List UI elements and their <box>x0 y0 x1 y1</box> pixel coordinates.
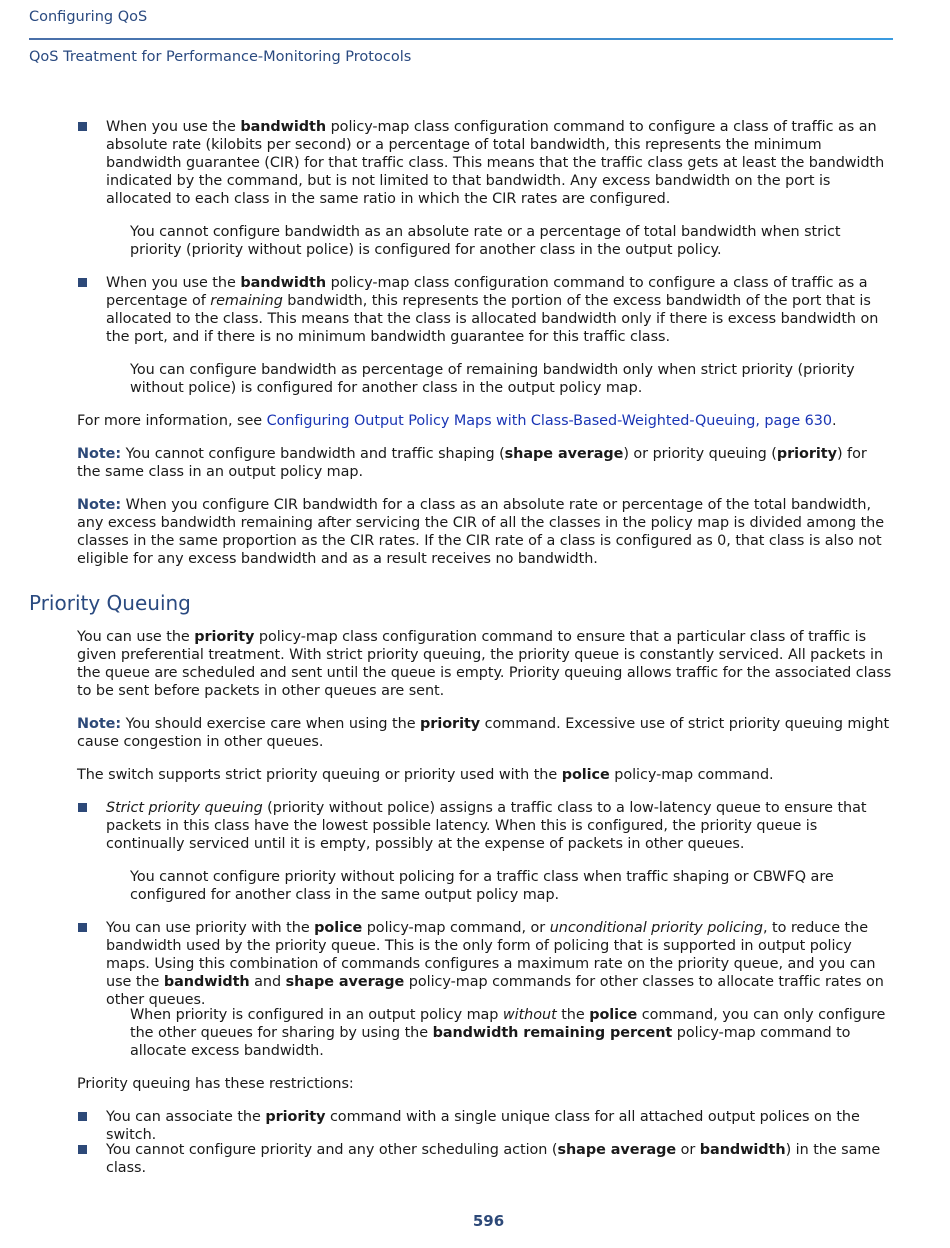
emphasis-strict-priority-queuing: Strict priority queuing <box>106 800 263 816</box>
bullet-square-icon <box>78 1112 87 1121</box>
text-run: command with a single unique class for all attached output polices on the switch. <box>106 1109 860 1143</box>
bullet-paragraph <box>106 1108 896 1144</box>
text-run: policy-map class configuration command to configure a class of traffic as an absolute rate (kilobits per second) or a percentage of total bandwidth, this represents the minimum bandwidth guarantee (CIR) for that traffic class. This means that the traffic class gets at least the bandwidth indicated by the command, but is not limited to that bandwidth. Any excess bandwidth on the port is allocated to each class in the same ratio in which the CIR rates are configured. <box>106 119 885 207</box>
bullet-square-icon <box>78 923 87 932</box>
body-paragraph <box>77 628 892 700</box>
text-run: When you use the <box>106 275 241 291</box>
header-rule <box>29 38 893 40</box>
bullet-square-icon <box>78 803 87 812</box>
bullet-paragraph <box>106 919 896 1009</box>
text-run: You can use priority with the <box>106 920 315 936</box>
text-run: policy-map class configuration command to ensure that a particular class of traffic is given preferential treatment. With strict priority queuing, the priority queue is constantly serviced. All packets in the queue are scheduled and sent until the queue is empty. Priority queuing allows traffic for the associated class to be sent before packets in other queues are sent. <box>77 629 892 699</box>
running-header-section: QoS Treatment for Performance-Monitoring Protocols <box>29 49 412 65</box>
note-paragraph <box>77 445 892 481</box>
emphasis-remaining: remaining <box>210 293 283 309</box>
text-run: (priority without police) assigns a traffic class to a low-latency queue to ensure that packets in this class have the lowest possible latency. When this is configured, the priority queue is continually serviced until it is empty, possibly at the expense of packets in other queues. <box>106 800 867 852</box>
text-run: policy-map commands for other classes to allocate traffic rates on other queues. <box>106 974 884 1008</box>
note-label: Note: <box>77 716 122 732</box>
emphasis-without: without <box>502 1007 557 1023</box>
note-label: Note: <box>77 446 122 462</box>
text-run: policy-map command. <box>609 767 774 783</box>
text-run: ) for the same class in an output policy map. <box>77 446 867 480</box>
command-bandwidth: bandwidth <box>240 275 327 291</box>
text-run: You can associate the <box>106 1109 266 1125</box>
command-bandwidth-remaining-percent: bandwidth remaining percent <box>432 1025 673 1041</box>
note-label: Note: <box>77 497 122 513</box>
text-run: policy-map class configuration command to configure a class of traffic as a percentage of <box>106 275 868 309</box>
bullet-sub-paragraph: You cannot configure bandwidth as an absolute rate or a percentage of total bandwidth when strict priority (priority without police) is configured for another class in the output policy. <box>130 224 841 258</box>
bullet-square-icon <box>78 122 87 131</box>
text-run: policy-map command to allocate excess bandwidth. <box>130 1025 851 1059</box>
command-priority: priority <box>420 716 481 732</box>
bullet-sub-paragraph: You cannot configure priority without policing for a traffic class when traffic shaping or CBWFQ are configured for another class in the same output policy map. <box>130 869 834 903</box>
command-police: police <box>589 1007 638 1023</box>
bullet-paragraph <box>106 274 896 346</box>
bullet-paragraph <box>106 799 896 853</box>
text-run: The switch supports strict priority queuing or priority used with the <box>77 767 562 783</box>
text-run: policy-map command, or <box>362 920 550 936</box>
bullet-sub-paragraph: You can configure bandwidth as percentage of remaining bandwidth only when strict priority (priority without police) is configured for another class in the output policy map. <box>130 362 855 396</box>
text-run: bandwidth, this represents the portion of the excess bandwidth of the port that is allocated to the class. This means that the class is allocated bandwidth only if there is excess bandwidth on the port, and if there is no minimum bandwidth guarantee for this traffic class. <box>106 293 879 345</box>
command-priority: priority <box>194 629 255 645</box>
command-bandwidth: bandwidth <box>240 119 327 135</box>
text-run: You can use the <box>77 629 195 645</box>
command-shape-average: shape average <box>504 446 624 462</box>
command-bandwidth: bandwidth <box>163 974 250 990</box>
bullet-paragraph <box>106 118 896 208</box>
text-run: When priority is configured in an output policy map <box>130 1007 503 1023</box>
command-priority: priority <box>776 446 837 462</box>
note-paragraph <box>77 715 892 751</box>
text-run: the <box>556 1007 590 1023</box>
text-run: and <box>249 974 286 990</box>
text-run: or <box>676 1142 700 1158</box>
body-paragraph <box>77 766 892 784</box>
running-header-chapter: Configuring QoS <box>29 9 148 25</box>
text-run: When you use the <box>106 119 241 135</box>
note-paragraph <box>77 496 892 568</box>
command-police: police <box>314 920 363 936</box>
bullet-square-icon <box>78 1145 87 1154</box>
section-heading-priority-queuing: Priority Queuing <box>29 591 191 615</box>
command-shape-average: shape average <box>557 1142 677 1158</box>
command-shape-average: shape average <box>285 974 405 990</box>
bullet-square-icon <box>78 278 87 287</box>
text-run: You cannot configure priority and any other scheduling action ( <box>106 1142 558 1158</box>
text-run: For more information, see <box>77 413 267 429</box>
emphasis-unconditional-priority-policing: unconditional priority policing <box>549 920 763 936</box>
command-priority: priority <box>265 1109 326 1125</box>
cross-reference-link[interactable]: Configuring Output Policy Maps with Class-Based-Weighted-Queuing, page 630 <box>266 413 832 429</box>
text-run: command, you can only configure the other queues for sharing by using the <box>130 1007 886 1041</box>
text-run: ) or priority queuing ( <box>623 446 777 462</box>
text-run: ) in the same class. <box>106 1142 881 1176</box>
text-run: command. Excessive use of strict priority queuing might cause congestion in other queues. <box>77 716 890 750</box>
text-run: You should exercise care when using the <box>121 716 421 732</box>
text-run: When you configure CIR bandwidth for a class as an absolute rate or percentage of the total bandwidth, any excess bandwidth remaining after servicing the CIR of all the classes in the policy map is divided among the classes in the same proportion as the CIR rates. If the CIR rate of a class is configured as 0, that class is also not eligible for any excess bandwidth and as a result receives no bandwidth. <box>77 497 885 567</box>
more-info-paragraph <box>77 412 892 430</box>
bullet-paragraph <box>106 1141 896 1177</box>
command-bandwidth: bandwidth <box>699 1142 786 1158</box>
body-paragraph: Priority queuing has these restrictions: <box>77 1076 354 1092</box>
text-run: You cannot configure bandwidth and traffic shaping ( <box>121 446 505 462</box>
page-number: 596 <box>472 1212 505 1230</box>
text-run: . <box>831 413 837 429</box>
command-police: police <box>561 767 610 783</box>
bullet-sub-paragraph <box>130 1006 895 1060</box>
text-run: , to reduce the bandwidth used by the priority queue. This is the only form of policing that is supported in output policy maps. Using this combination of commands configures a maximum rate on the priority queue, and you can use the <box>106 920 876 990</box>
